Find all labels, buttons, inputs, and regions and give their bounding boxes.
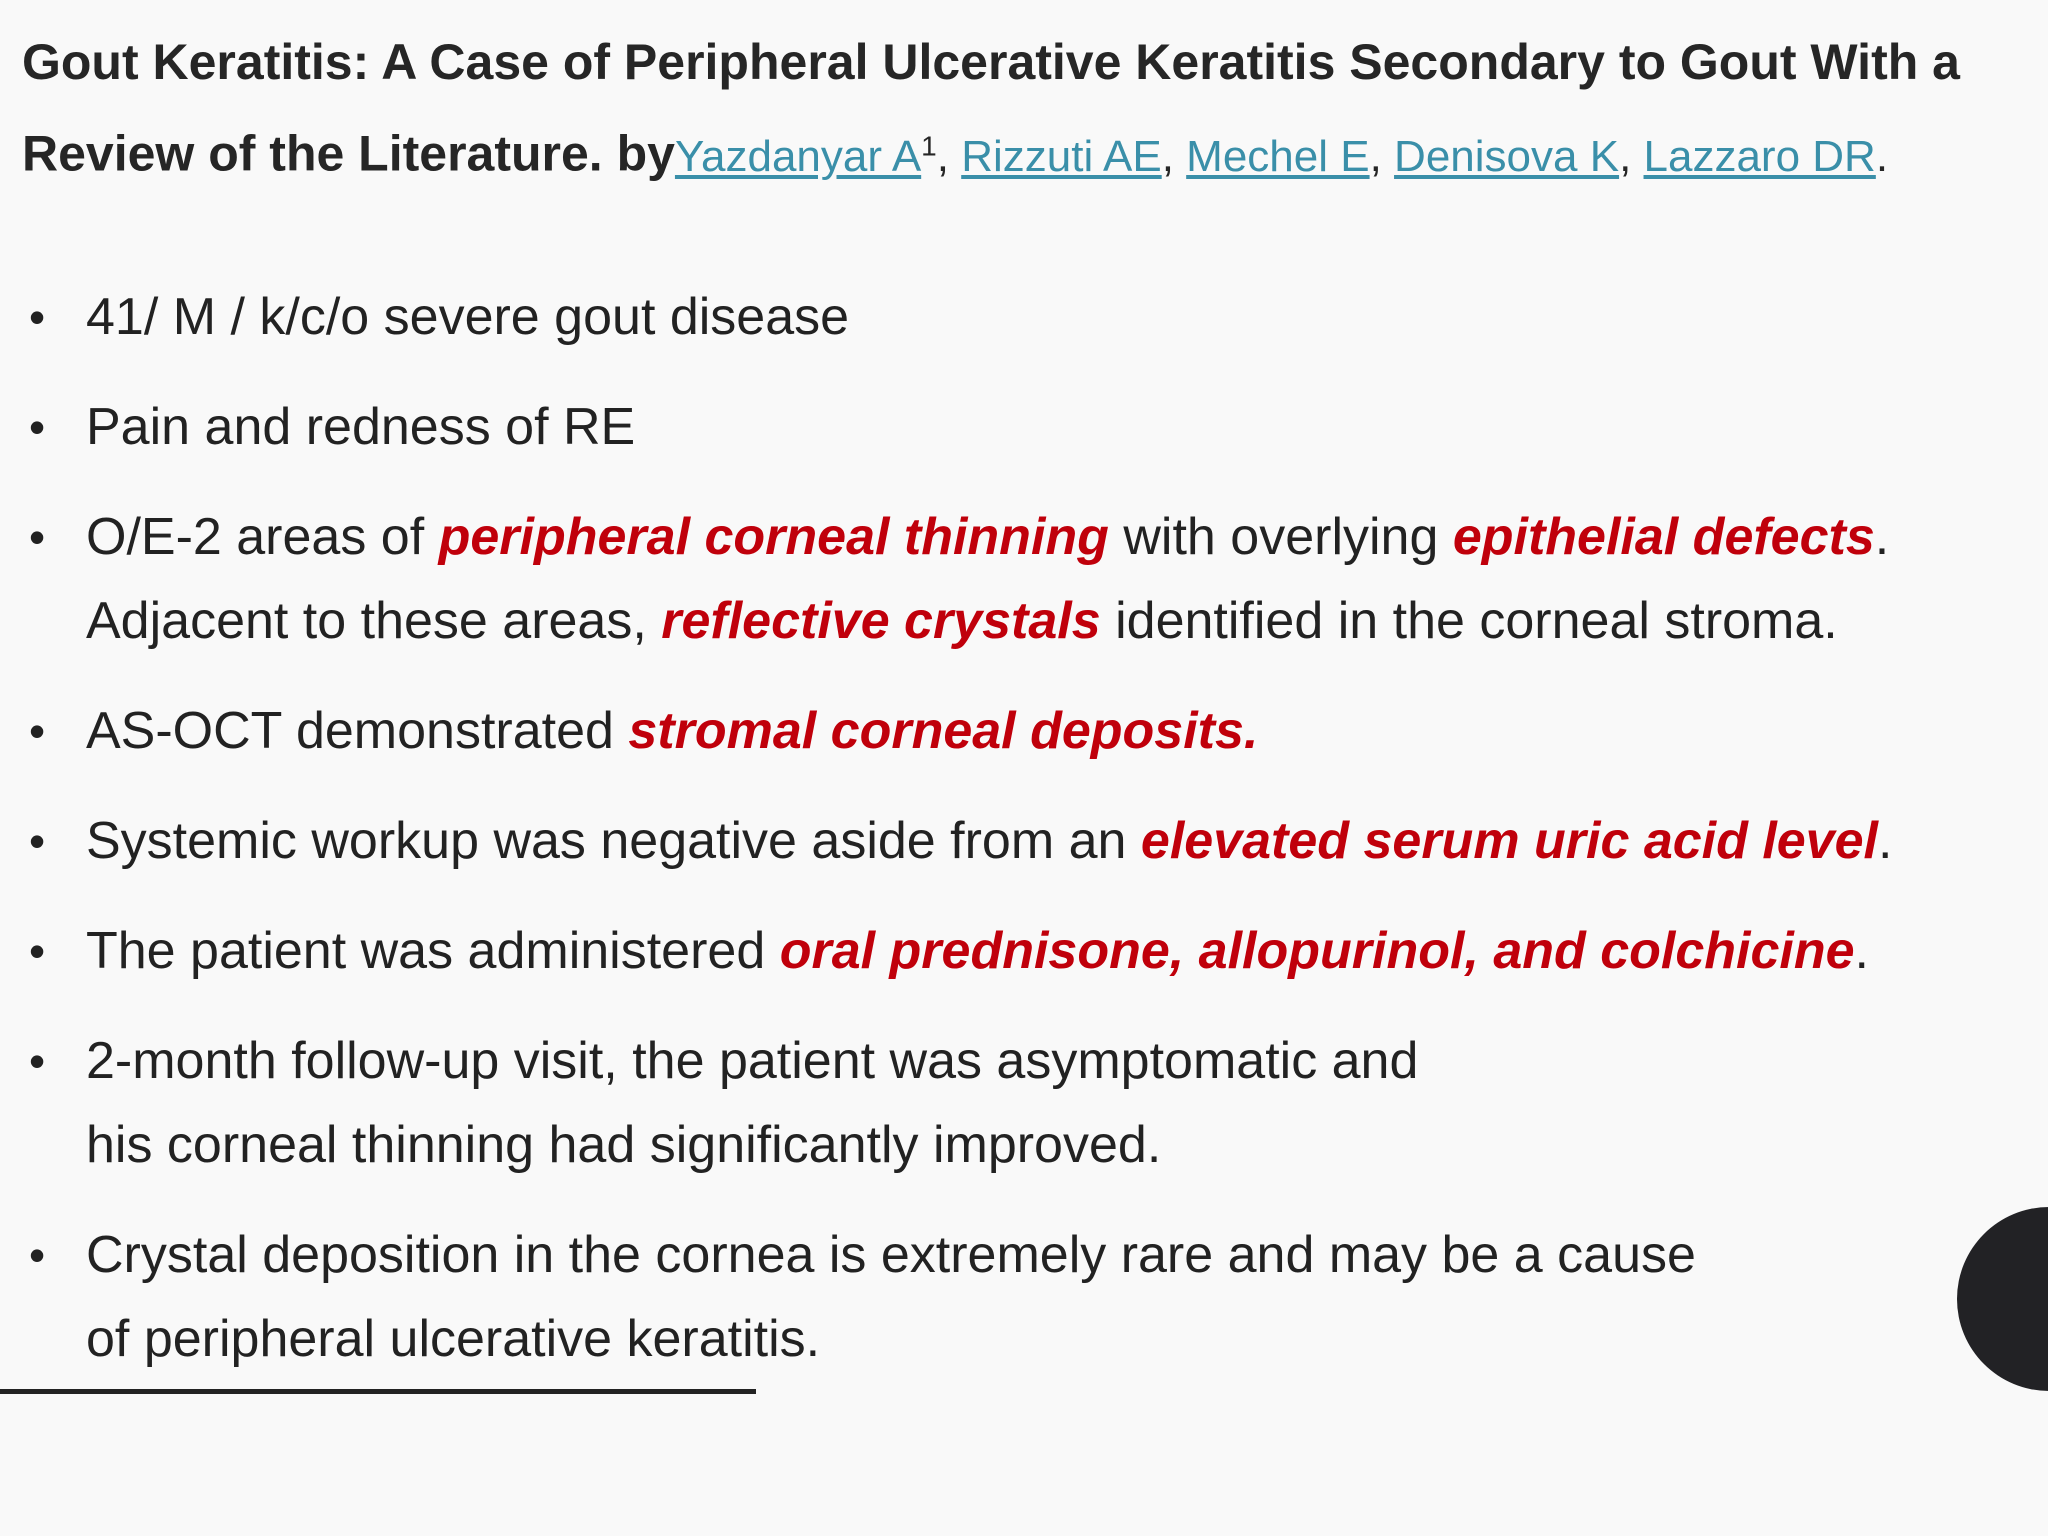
author-separator: , xyxy=(1369,131,1395,181)
bullet-dot: • xyxy=(28,1035,46,1087)
author-separator: , xyxy=(936,131,962,181)
bullet-item-follow-up xyxy=(22,1019,1418,1187)
bullet-text: . xyxy=(1877,812,1893,870)
author-end-period: . xyxy=(1875,131,1889,181)
author-link-denisova[interactable]: Denisova K xyxy=(1394,131,1620,181)
decorative-circle xyxy=(1957,1207,2048,1391)
bullet-dot: • xyxy=(28,815,46,867)
author-link-lazzaro[interactable]: Lazzaro DR xyxy=(1643,131,1876,181)
bullet-dot: • xyxy=(28,511,46,563)
bullet-text: Pain and redness of RE xyxy=(86,398,636,456)
author-link-yazdanyar[interactable]: Yazdanyar A xyxy=(674,131,922,181)
author-affiliation-sup: 1 xyxy=(921,130,937,161)
bullet-text: Systemic workup was negative aside from an xyxy=(86,812,1141,870)
bullet-item-workup xyxy=(22,799,1892,883)
highlight-text: stromal corneal deposits. xyxy=(628,702,1259,760)
bullet-text: Crystal deposition in the cornea is extremely rare and may be a cause xyxy=(86,1226,1696,1284)
author-separator: , xyxy=(1161,131,1187,181)
bullet-item-symptoms xyxy=(22,385,635,469)
bullet-text: with overlying xyxy=(1108,508,1453,566)
author-link-rizzuti[interactable]: Rizzuti AE xyxy=(961,131,1162,181)
author-separator: , xyxy=(1619,131,1644,181)
bullet-dot: • xyxy=(28,705,46,757)
bullet-line xyxy=(86,799,1892,883)
author-link-mechel[interactable]: Mechel E xyxy=(1186,131,1370,181)
bullet-text: . xyxy=(1854,922,1869,980)
title-text: Gout Keratitis: A Case of Peripheral Ulcerative Keratitis Secondary to Gout With a Review of the Literature. by xyxy=(22,34,1960,182)
bullet-line xyxy=(86,909,1869,993)
highlight-text: oral prednisone, allopurinol, and colchicine xyxy=(779,922,1855,980)
bullet-line xyxy=(86,689,1258,773)
highlight-text: epithelial defects xyxy=(1452,508,1875,566)
bullet-line xyxy=(86,579,1889,663)
decorative-rule xyxy=(0,1389,756,1394)
bullet-dot: • xyxy=(28,925,46,977)
bullet-item-conclusion xyxy=(22,1213,1696,1381)
bullet-dot: • xyxy=(28,291,46,343)
bullet-dot: • xyxy=(28,1229,46,1281)
slide-title xyxy=(22,20,2012,199)
bullet-item-patient xyxy=(22,275,849,359)
author-list xyxy=(675,132,1888,181)
bullet-text: AS-OCT demonstrated xyxy=(86,702,629,760)
bullet-text: O/E-2 areas of xyxy=(86,508,439,566)
bullet-text: identified in the corneal stroma. xyxy=(1100,592,1838,650)
bullet-dot: • xyxy=(28,401,46,453)
highlight-text: reflective crystals xyxy=(661,592,1101,650)
bullet-text: of peripheral ulcerative keratitis. xyxy=(86,1310,821,1368)
bullet-text: his corneal thinning had significantly improved. xyxy=(86,1116,1162,1174)
highlight-text: peripheral corneal thinning xyxy=(438,508,1109,566)
bullet-text: 41/ M / k/c/o severe gout disease xyxy=(86,288,850,346)
bullet-item-as-oct xyxy=(22,689,1258,773)
bullet-line xyxy=(86,495,1889,579)
highlight-text: elevated serum uric acid level xyxy=(1140,812,1878,870)
bullet-item-treatment xyxy=(22,909,1869,993)
bullet-text: . xyxy=(1874,508,1890,566)
bullet-text: Adjacent to these areas, xyxy=(86,592,662,650)
bullet-item-examination xyxy=(22,495,1889,663)
bullet-text: 2-month follow-up visit, the patient was asymptomatic and xyxy=(86,1032,1419,1090)
bullet-text: The patient was administered xyxy=(86,922,780,980)
